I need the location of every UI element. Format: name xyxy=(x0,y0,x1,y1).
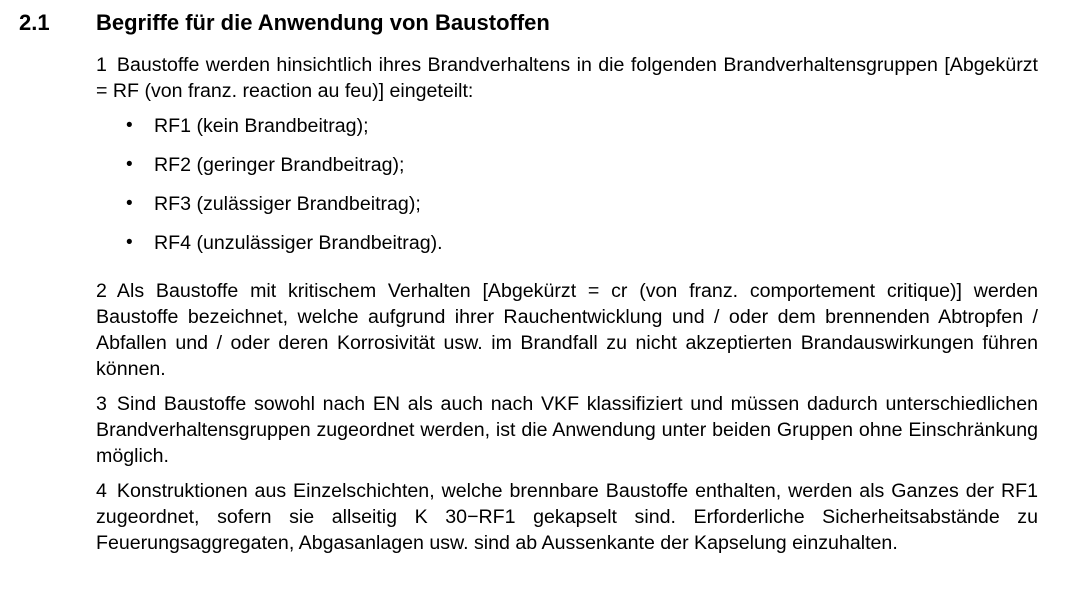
paragraph-number: 3 xyxy=(96,393,107,415)
list-item xyxy=(96,191,1038,230)
list-item-text: RF3 (zulässiger Brandbeitrag); xyxy=(154,193,421,215)
paragraph-text: Baustoffe werden hinsichtlich ihres Brandverhaltens in die folgenden Brandverhaltensgruppen [Abgekürzt = RF (von franz. reaction au feu)] eingeteilt: xyxy=(96,54,1038,102)
list-item-text: RF2 (geringer Brandbeitrag); xyxy=(154,154,405,176)
section-title: Begriffe für die Anwendung von Baustoffen xyxy=(96,10,550,35)
bullet-icon: • xyxy=(126,115,133,136)
list-item xyxy=(96,113,1038,152)
paragraph-text: Als Baustoffe mit kritischem Verhalten [Abgekürzt = cr (von franz. comportement critique)] werden Baustoffe bezeichnet, welche aufgrund ihrer Rauchentwicklung und / oder dem brennenden Abtropfen / Abfallen und / oder deren Korrosivität usw. im Brandfall zu nicht akzeptierten Brandauswirkungen führen können. xyxy=(96,280,1038,380)
list-item xyxy=(96,152,1038,191)
bullet-icon: • xyxy=(126,154,133,175)
paragraph-number: 1 xyxy=(96,54,107,76)
paragraph-number: 4 xyxy=(96,480,107,502)
bullet-icon: • xyxy=(126,193,133,214)
list-item-text: RF4 (unzulässiger Brandbeitrag). xyxy=(154,232,443,254)
section-number: 2.1 xyxy=(19,10,50,35)
list-item-text: RF1 (kein Brandbeitrag); xyxy=(154,115,369,137)
paragraph-text: Sind Baustoffe sowohl nach EN als auch nach VKF klassifiziert und müssen dadurch unterschiedlichen Brandverhaltensgruppen zugeordnet werden, ist die Anwendung unter beiden Gruppen ohne Einschränkung möglich. xyxy=(96,393,1038,467)
list-item xyxy=(96,230,1038,269)
paragraph-2 xyxy=(96,278,1038,382)
paragraph-4 xyxy=(96,478,1038,556)
section-body xyxy=(96,52,1038,565)
section-heading xyxy=(19,6,550,40)
bullet-icon: • xyxy=(126,232,133,253)
paragraph-3 xyxy=(96,391,1038,469)
fire-behavior-group-list xyxy=(96,113,1038,269)
paragraph-text: Konstruktionen aus Einzelschichten, welche brennbare Baustoffe enthalten, werden als Ganzes der RF1 zugeordnet, sofern sie allseitig K 30−RF1 gekapselt sind. Erforderliche Sicherheitsabstände zu Feuerungsaggregaten, Abgasanlagen usw. sind ab Aussenkante der Kapselung einzuhalten. xyxy=(96,480,1038,554)
paragraph-number: 2 xyxy=(96,280,107,302)
paragraph-1 xyxy=(96,52,1038,104)
